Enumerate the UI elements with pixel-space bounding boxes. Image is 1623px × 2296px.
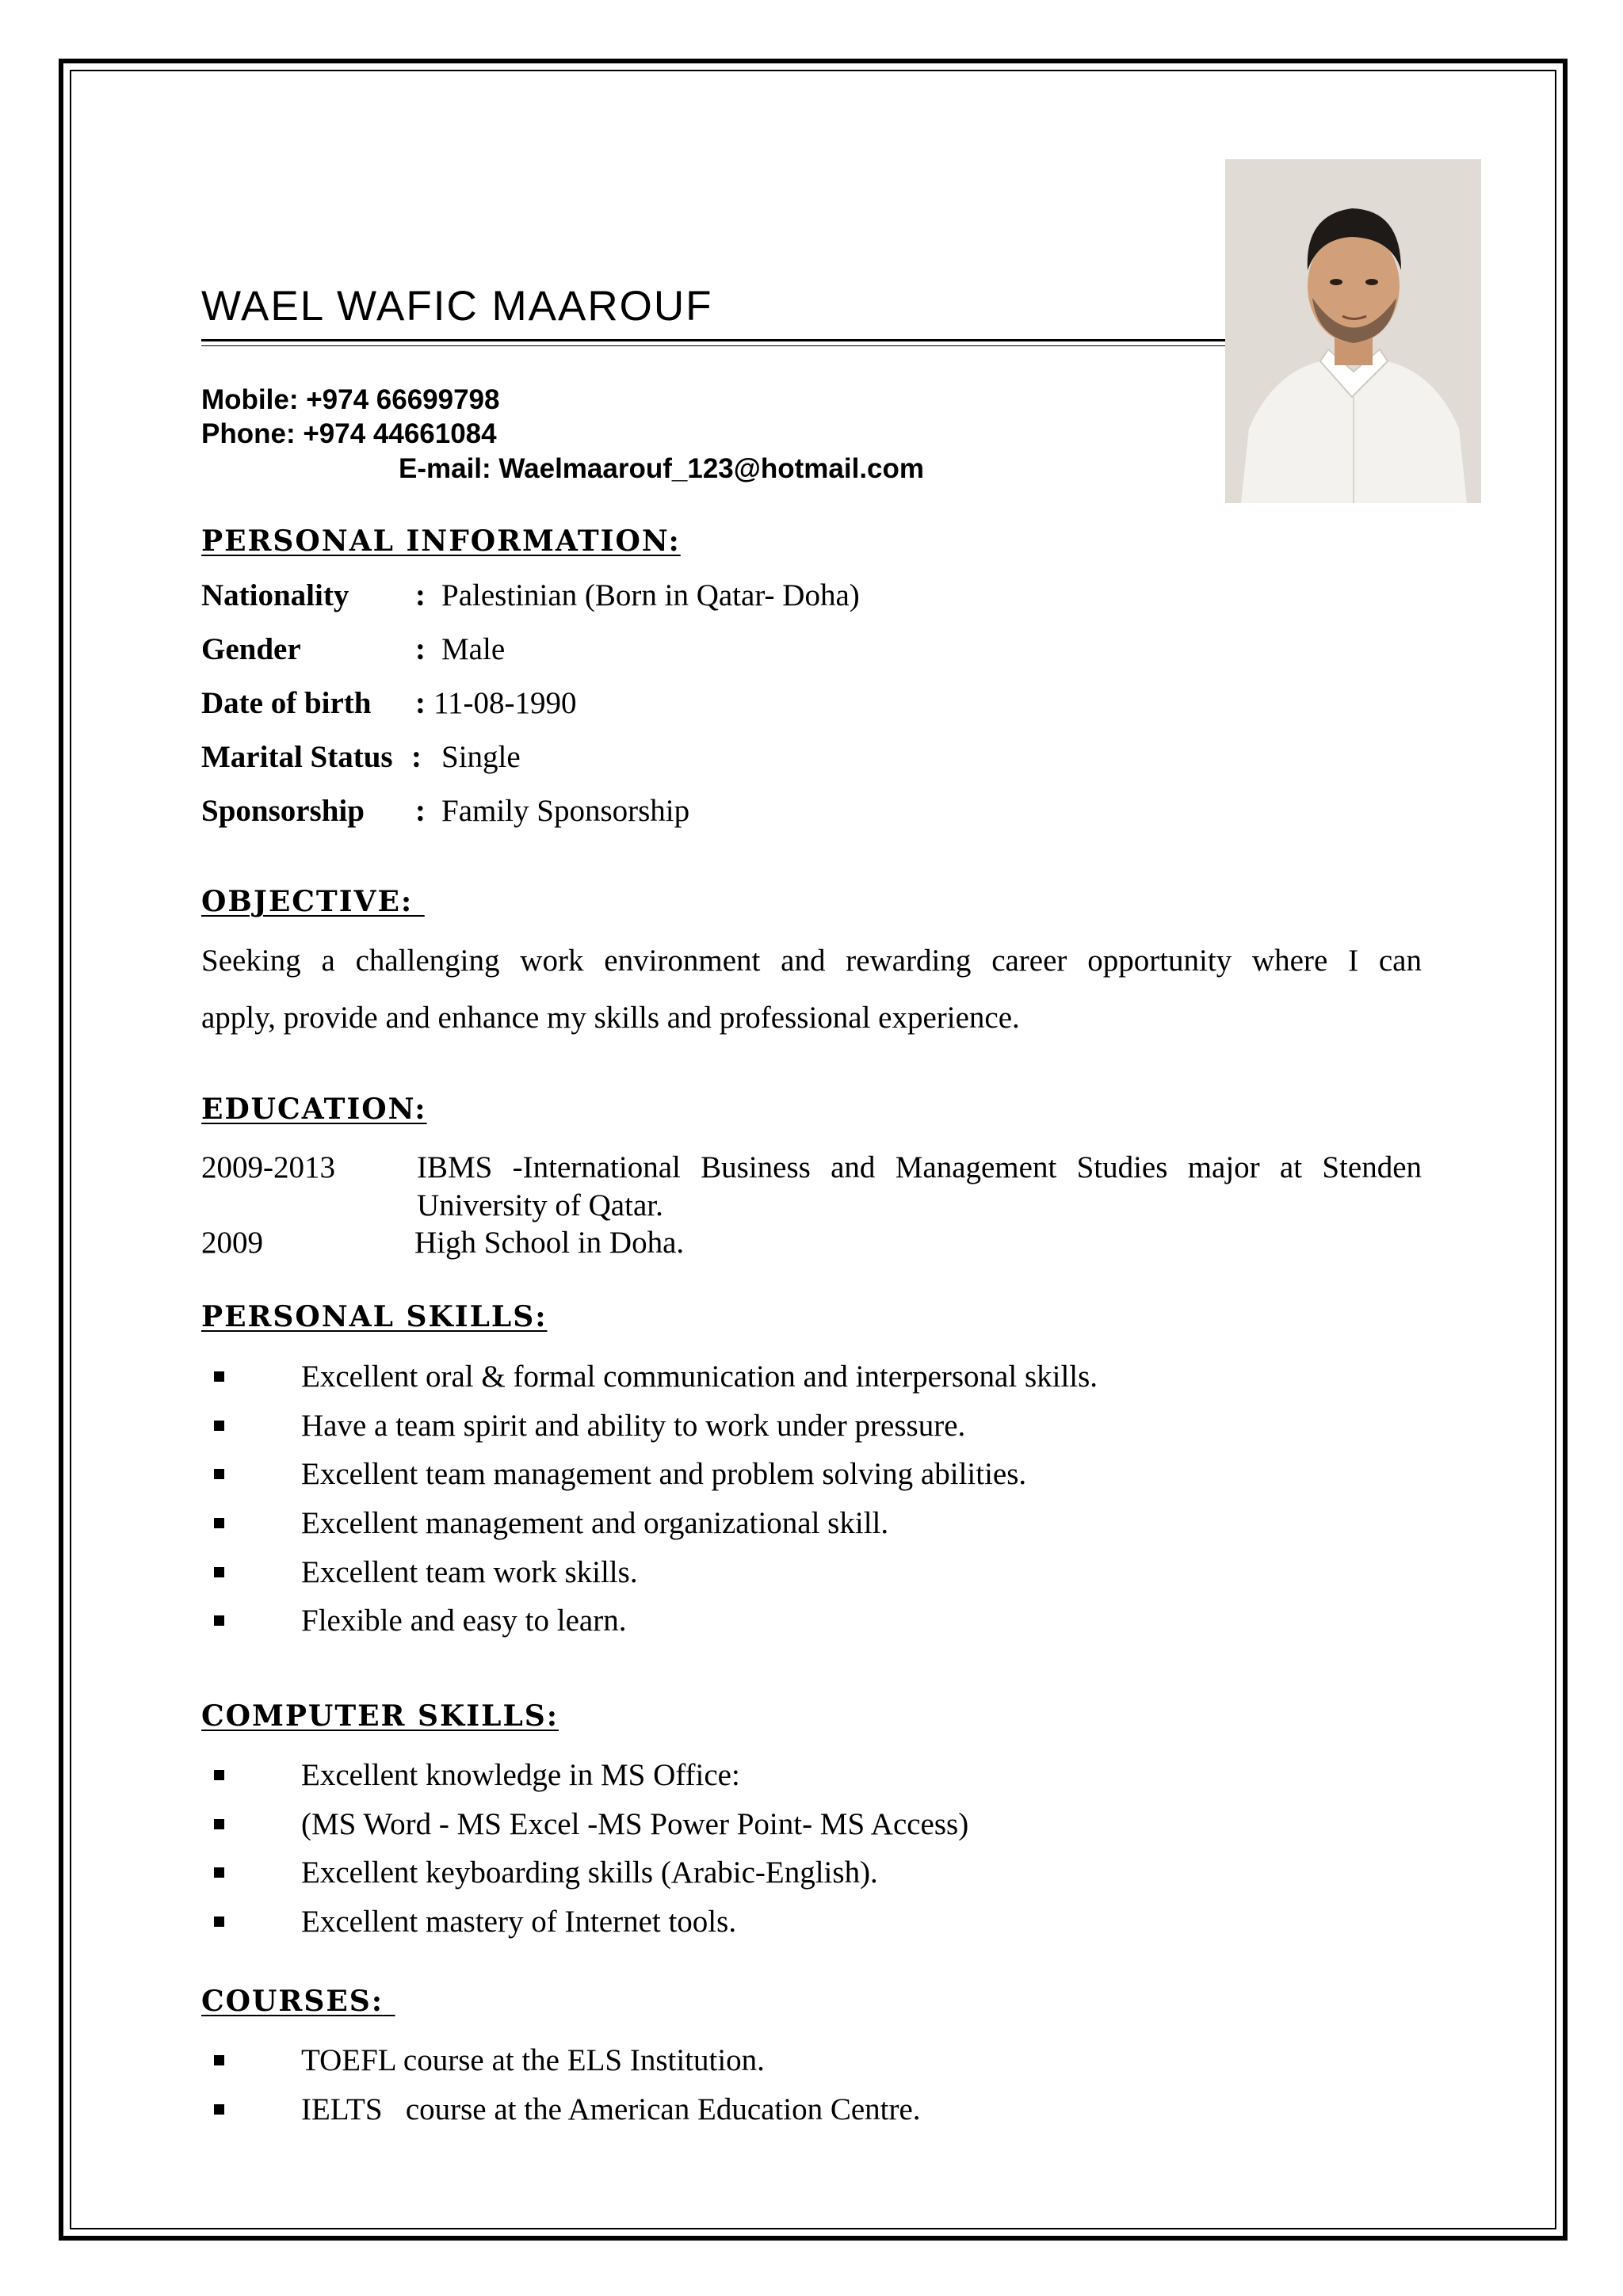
education-detail-cont: University of Qatar. — [417, 1188, 663, 1222]
info-colon: : — [415, 578, 426, 612]
info-colon: : — [415, 632, 426, 666]
bullet-square-icon — [214, 1770, 224, 1780]
education-heading: EDUCATION: — [201, 1093, 427, 1126]
info-label: Date of birth — [201, 686, 372, 720]
candidate-name: WAEL WAFIC MAAROUF — [201, 283, 713, 330]
info-colon: : — [415, 686, 426, 720]
info-label: Marital Status — [201, 740, 393, 774]
bullet-square-icon — [214, 1819, 224, 1829]
email-address: E-mail: Waelmaarouf_123@hotmail.com — [399, 453, 925, 484]
skill-text: Have a team spirit and ability to work under pressure. — [301, 1409, 966, 1443]
education-year: 2009-2013 — [201, 1150, 335, 1184]
bullet-square-icon — [214, 1518, 224, 1528]
courses-heading: COURSES: — [201, 1985, 395, 2018]
skill-text: Flexible and easy to learn. — [301, 1604, 627, 1638]
computer-skills-heading: COMPUTER SKILLS: — [201, 1699, 559, 1733]
info-value: Male — [441, 632, 506, 666]
person-portrait-icon — [1225, 159, 1481, 503]
objective-text-line2: apply, provide and enhance my skills and professional experience. — [201, 1001, 1020, 1035]
info-value: Palestinian (Born in Qatar- Doha) — [441, 578, 860, 612]
name-underline — [201, 339, 1225, 341]
education-detail: High School in Doha. — [414, 1226, 685, 1260]
bullet-square-icon — [214, 1867, 224, 1878]
course-text: IELTS course at the American Education Centre. — [301, 2092, 921, 2126]
bullet-square-icon — [214, 1615, 224, 1626]
profile-photo — [1225, 159, 1481, 503]
name-underline-thin — [201, 345, 1225, 346]
info-colon: : — [411, 740, 422, 774]
education-year: 2009 — [201, 1226, 263, 1260]
bullet-square-icon — [214, 2055, 224, 2065]
info-label: Gender — [201, 632, 301, 666]
objective-heading: OBJECTIVE: — [201, 885, 425, 918]
bullet-square-icon — [214, 1371, 224, 1382]
bullet-square-icon — [214, 2104, 224, 2115]
info-value: Single — [441, 740, 521, 774]
bullet-square-icon — [214, 1469, 224, 1479]
personal-information-heading: PERSONAL INFORMATION: — [201, 524, 681, 558]
skill-text: Excellent keyboarding skills (Arabic-English). — [301, 1855, 878, 1890]
info-value: 11-08-1990 — [433, 686, 577, 720]
course-text: TOEFL course at the ELS Institution. — [301, 2043, 765, 2077]
education-detail: IBMS -International Business and Management Studies major at Stenden — [417, 1150, 1422, 1184]
info-label: Sponsorship — [201, 794, 365, 828]
info-colon: : — [415, 794, 426, 828]
skill-text: Excellent oral & formal communication and interpersonal skills. — [301, 1360, 1098, 1394]
phone-number: Phone: +974 44661084 — [201, 418, 497, 449]
bullet-square-icon — [214, 1567, 224, 1577]
skill-text: Excellent management and organizational skill. — [301, 1506, 889, 1540]
objective-text-line1: Seeking a challenging work environment and rewarding career opportunity where I can — [201, 944, 1422, 978]
bullet-square-icon — [214, 1917, 224, 1927]
skill-text: Excellent mastery of Internet tools. — [301, 1905, 737, 1939]
mobile-number: Mobile: +974 66699798 — [201, 384, 500, 415]
skill-text: (MS Word - MS Excel -MS Power Point- MS Access) — [301, 1807, 969, 1841]
bullet-square-icon — [214, 1421, 224, 1431]
skill-text: Excellent team management and problem solving abilities. — [301, 1457, 1027, 1491]
info-value: Family Sponsorship — [441, 794, 690, 828]
info-label: Nationality — [201, 578, 349, 612]
personal-skills-heading: PERSONAL SKILLS: — [201, 1300, 548, 1333]
skill-text: Excellent knowledge in MS Office: — [301, 1758, 740, 1792]
skill-text: Excellent team work skills. — [301, 1555, 638, 1589]
